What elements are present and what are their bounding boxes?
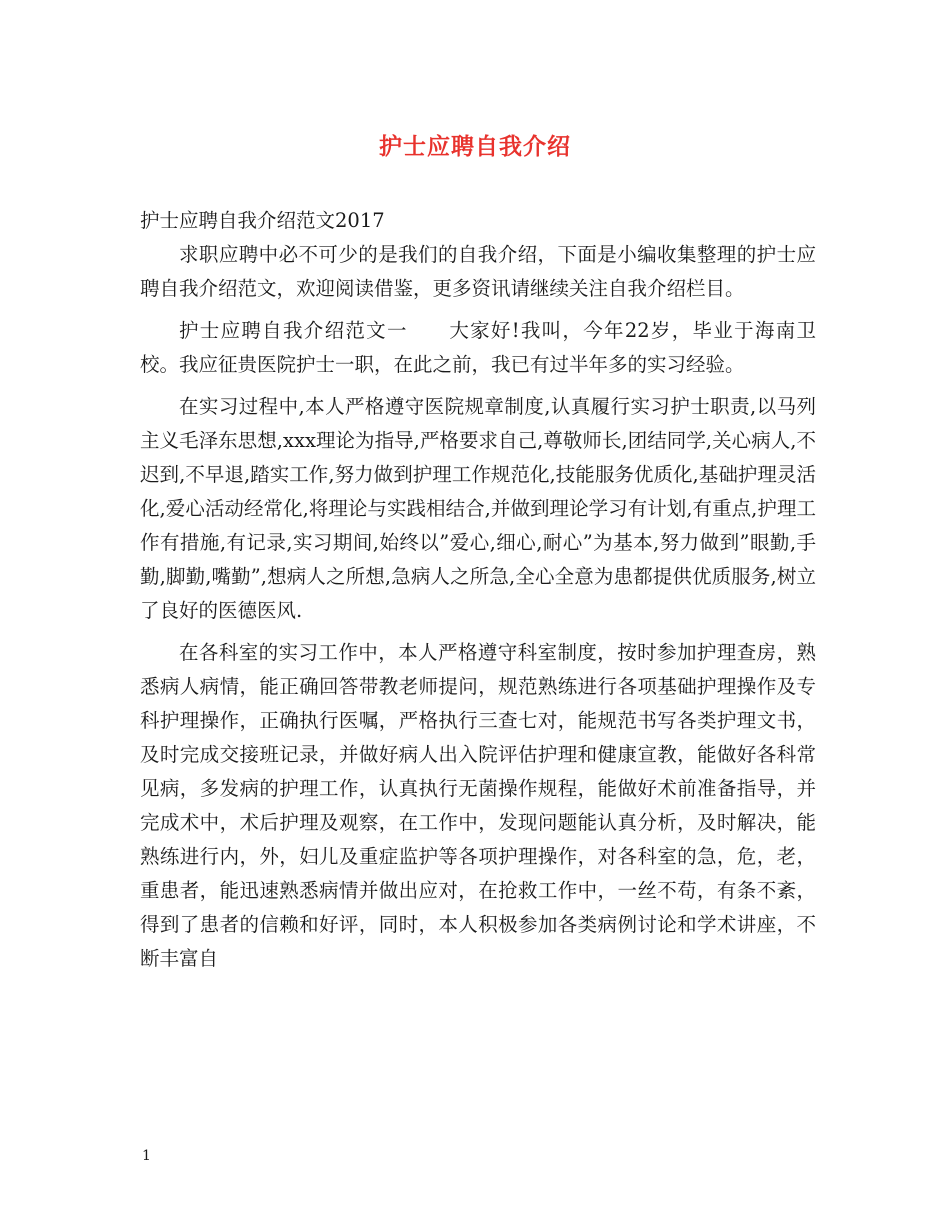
paragraph-internship: 在实习过程中,本人严格遵守医院规章制度,认真履行实习护士职责,以马列主义毛泽东思想,xxx理论为指导,严格要求自己,尊敬师长,团结同学,关心病人,不迟到,不早退,踏实工作,努力做到护理工作规范化,技能服务优质化,基础护理灵活化,爱心活动经常化,将理论与实践相结合,并做到理论学习有计划,有重点,护理工作有措施,有记录,实习期间,始终以”爱心,细心,耐心”为基本,努力做到”眼勤,手勤,脚勤,嘴勤”,想病人之所想,急病人之所急,全心全意为患都提供优质服务,树立了良好的医德医风.	[140, 395, 816, 622]
document-title: 护士应聘自我介绍	[379, 133, 571, 160]
page-number: 1	[142, 1148, 151, 1164]
document-subtitle: 护士应聘自我介绍范文2017	[140, 209, 385, 232]
paragraph-intro: 求职应聘中必不可少的是我们的自我介绍，下面是小编收集整理的护士应聘自我介绍范文，欢迎阅读借鉴，更多资讯请继续关注自我介绍栏目。	[140, 243, 816, 300]
paragraph-departments: 在各科室的实习工作中，本人严格遵守科室制度，按时参加护理查房，熟悉病人病情，能正确回答带教老师提问，规范熟练进行各项基础护理操作及专科护理操作，正确执行医嘱，严格执行三查七对，能规范书写各类护理文书，及时完成交接班记录，并做好病人出入院评估护理和健康宣教，能做好各科常见病，多发病的护理工作，认真执行无菌操作规程，能做好术前准备指导，并完成术中，术后护理及观察，在工作中，发现问题能认真分析，及时解决，能熟练进行内，外，妇儿及重症监护等各项护理操作，对各科室的急，危，老，重患者，能迅速熟悉病情并做出应对，在抢救工作中，一丝不苟，有条不紊，得到了患者的信赖和好评，同时，本人积极参加各类病例讨论和学术讲座，不断丰富自	[140, 641, 816, 970]
paragraph-sample-one: 护士应聘自我介绍范文一 大家好!我叫，今年22岁，毕业于海南卫校。我应征贵医院护士一职，在此之前，我已有过半年多的实习经验。	[140, 319, 816, 376]
document-body	[140, 204, 816, 976]
